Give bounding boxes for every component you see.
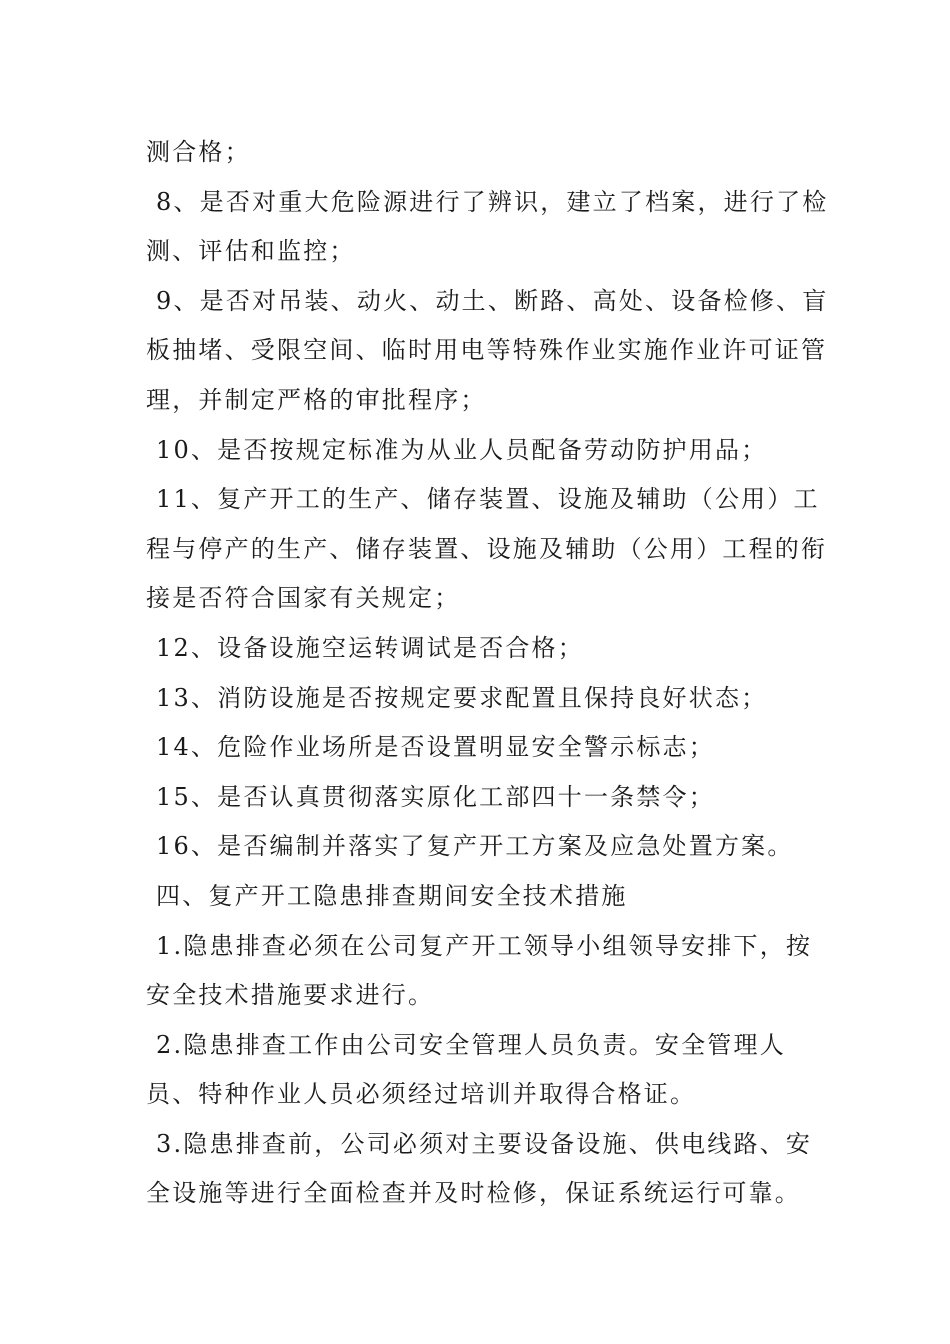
paragraph-measure-1: 1.隐患排查必须在公司复产开工领导小组领导安排下，按安全技术措施要求进行。: [146, 931, 813, 1010]
paragraph-item-16: 16、是否编制并落实了复产开工方案及应急处置方案。: [156, 832, 794, 861]
document-body: [146, 128, 836, 1219]
paragraph-item-15: 15、是否认真贯彻落实原化工部四十一条禁令；: [156, 782, 715, 811]
paragraph-item-10: 10、是否按规定标准为从业人员配备劳动防护用品；: [156, 435, 768, 464]
paragraph-item-14: 14、危险作业场所是否设置明显安全警示标志；: [156, 733, 715, 762]
paragraph-measure-3: 3.隐患排查前，公司必须对主要设备设施、供电线路、安全设施等进行全面检查并及时检修，保证系统运行可靠。: [146, 1129, 813, 1208]
paragraph-item-11: 11、复产开工的生产、储存装置、设施及辅助（公用）工程与停产的生产、储存装置、设施及辅助（公用）工程的衔接是否符合国家有关规定；: [146, 485, 828, 613]
paragraph-item-13: 13、消防设施是否按规定要求配置且保持良好状态；: [156, 683, 768, 712]
section-heading: 四、复产开工隐患排查期间安全技术措施: [156, 881, 628, 910]
paragraph-continuation: 测合格；: [146, 138, 251, 166]
paragraph-item-12: 12、设备设施空运转调试是否合格；: [156, 633, 584, 662]
paragraph-measure-2: 2.隐患排查工作由公司安全管理人员负责。安全管理人员、特种作业人员必须经过培训并取得合格证。: [146, 1030, 786, 1109]
paragraph-item-9: 9、是否对吊装、动火、动土、断路、高处、设备检修、盲板抽堵、受限空间、临时用电等特殊作业实施作业许可证管理，并制定严格的审批程序；: [146, 286, 829, 414]
paragraph-item-8: 8、是否对重大危险源进行了辨识，建立了档案，进行了检测、评估和监控；: [146, 187, 829, 266]
